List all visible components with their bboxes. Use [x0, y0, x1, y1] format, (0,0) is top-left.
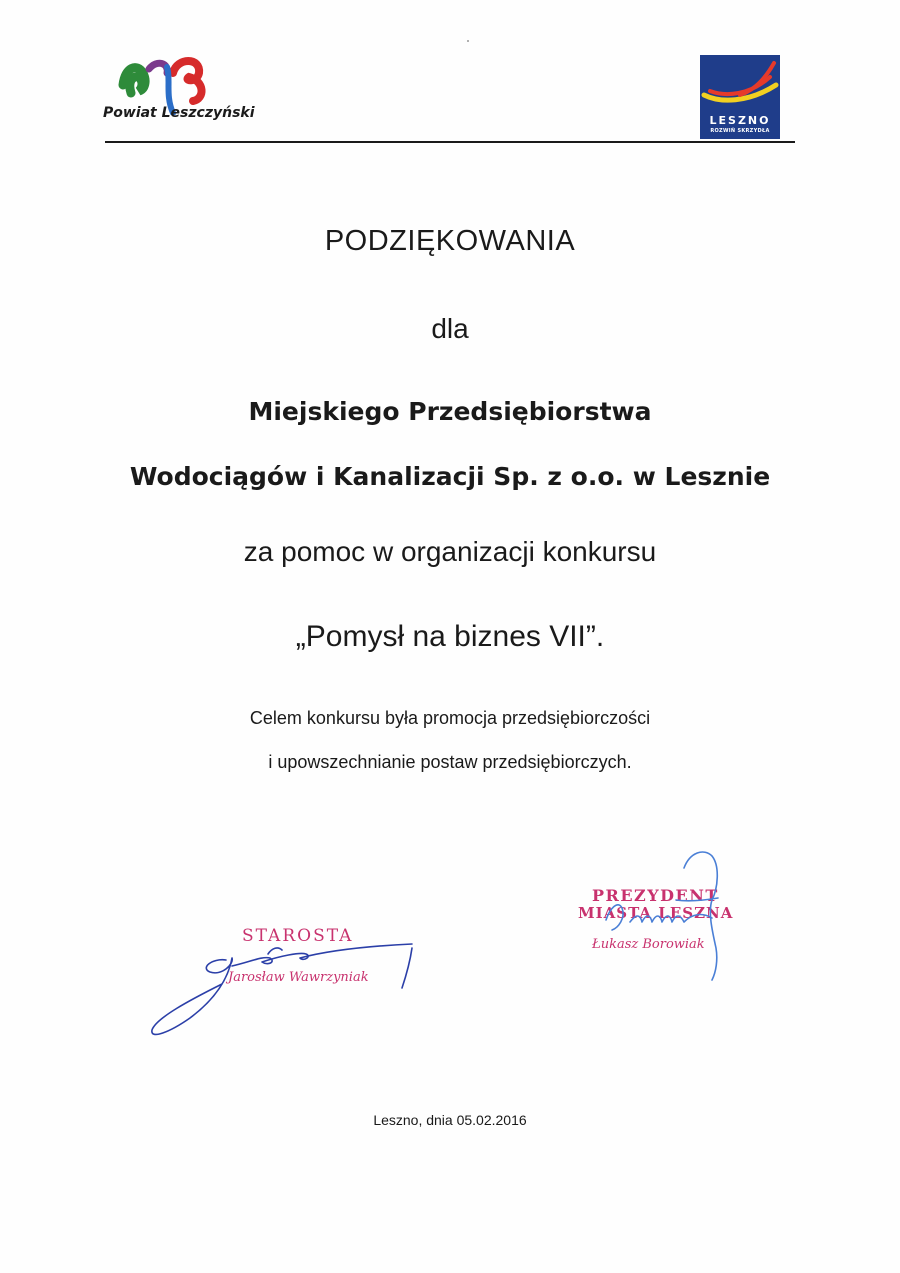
leszno-wings-icon	[700, 55, 780, 113]
recipient-line-1: Miejskiego Przedsiębiorstwa	[248, 397, 652, 426]
leszno-logo	[700, 55, 780, 139]
starosta-stamp-title: STAROSTA	[242, 926, 354, 946]
recipient-line-2: Wodociągów i Kanalizacji Sp. z o.o. w Lesznie	[129, 462, 771, 491]
prezydent-stamp-title-2: MIASTA LESZNA	[578, 904, 734, 922]
header-divider	[105, 141, 795, 143]
place-and-date: Leszno, dnia 05.02.2016	[373, 1112, 527, 1128]
powiat-logo-text: Powiat Leszczyński	[103, 105, 255, 121]
contest-name: „Pomysł na biznes VII”.	[295, 620, 605, 653]
prezydent-stamp-name: Łukasz Borowiak	[592, 937, 705, 952]
leszno-logo-slogan: ROZWIŃ SKRZYDŁA	[710, 128, 770, 134]
scan-dot	[467, 40, 469, 42]
powiat-leszczynski-logo	[100, 55, 280, 135]
starosta-signature	[152, 944, 412, 1034]
prezydent-stamp-title-1: PREZYDENT	[592, 886, 719, 905]
recipient-intro: dla	[431, 313, 469, 344]
contest-aim-line-2: i upowszechnianie postaw przedsiębiorczych.	[268, 752, 632, 772]
contest-aim-line-1: Celem konkursu była promocja przedsiębiorczości	[249, 708, 651, 728]
starosta-stamp-name: Jarosław Wawrzyniak	[228, 970, 369, 985]
reason-text: za pomoc w organizacji konkursu	[243, 536, 657, 567]
leszno-logo-city: LESZNO	[709, 114, 771, 127]
document-title: PODZIĘKOWANIA	[324, 225, 576, 257]
